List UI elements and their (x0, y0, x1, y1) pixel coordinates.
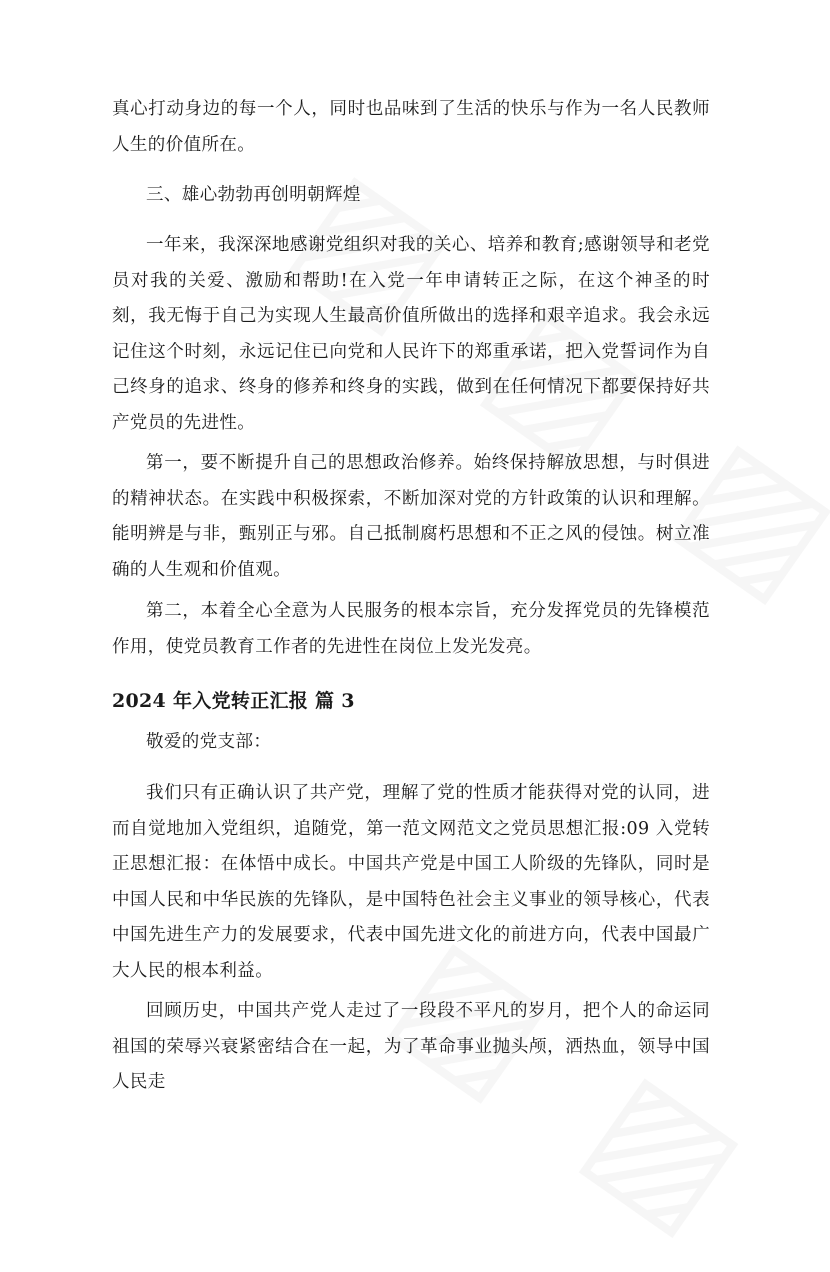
paragraph: 我们只有正确认识了共产党，理解了党的性质才能获得对党的认同，进而自觉地加入党组织，追随党，第一范文网范文之党员思想汇报:09 入党转正思想汇报：在体悟中成长。中国共产党是中国工人阶级的先锋队，同时是中国人民和中华民族的先锋队，是中国特色社会主义事业的领导核心，代表中国先进生产力的发展要求，代表中国先进文化的前进方向，代表中国最广大人民的根本利益。 (112, 783, 710, 981)
paragraph: 一年来，我深深地感谢党组织对我的关心、培养和教育;感谢领导和老党员对我的关爱、激励和帮助!在入党一年申请转正之际，在这个神圣的时刻，我无悔于自己为实现人生最高价值所做出的选择和艰辛追求。我会永远记住这个时刻，永远记住已向党和人民许下的郑重承诺，把入党誓词作为自己终身的追求、终身的修养和终身的实践，做到在任何情况下都要保持好共产党员的先进性。 (112, 235, 710, 433)
paragraph: 第二，本着全心全意为人民服务的根本宗旨，充分发挥党员的先锋模范作用，使党员教育工作者的先进性在岗位上发光发亮。 (112, 601, 710, 657)
paragraph: 真心打动身边的每一个人，同时也品味到了生活的快乐与作为一名人民教师人生的价值所在。 (112, 99, 710, 155)
salutation: 敬爱的党支部： (146, 732, 272, 752)
section-heading: 2024 年入党转正汇报 篇 3 (112, 690, 355, 712)
section-subheading: 三、雄心勃勃再创明朝辉煌 (146, 185, 361, 205)
paragraph: 回顾历史，中国共产党人走过了一段段不平凡的岁月，把个人的命运同祖国的荣辱兴衰紧密结合在一起，为了革命事业抛头颅，洒热血，领导中国人民走 (112, 1001, 710, 1092)
paragraph: 第一，要不断提升自己的思想政治修养。始终保持解放思想，与时俱进的精神状态。在实践中积极探索，不断加深对党的方针政策的认识和理解。能明辨是与非，甄别正与邪。自己抵制腐朽思想和不正之风的侵蚀。树立准确的人生观和价值观。 (112, 453, 710, 580)
